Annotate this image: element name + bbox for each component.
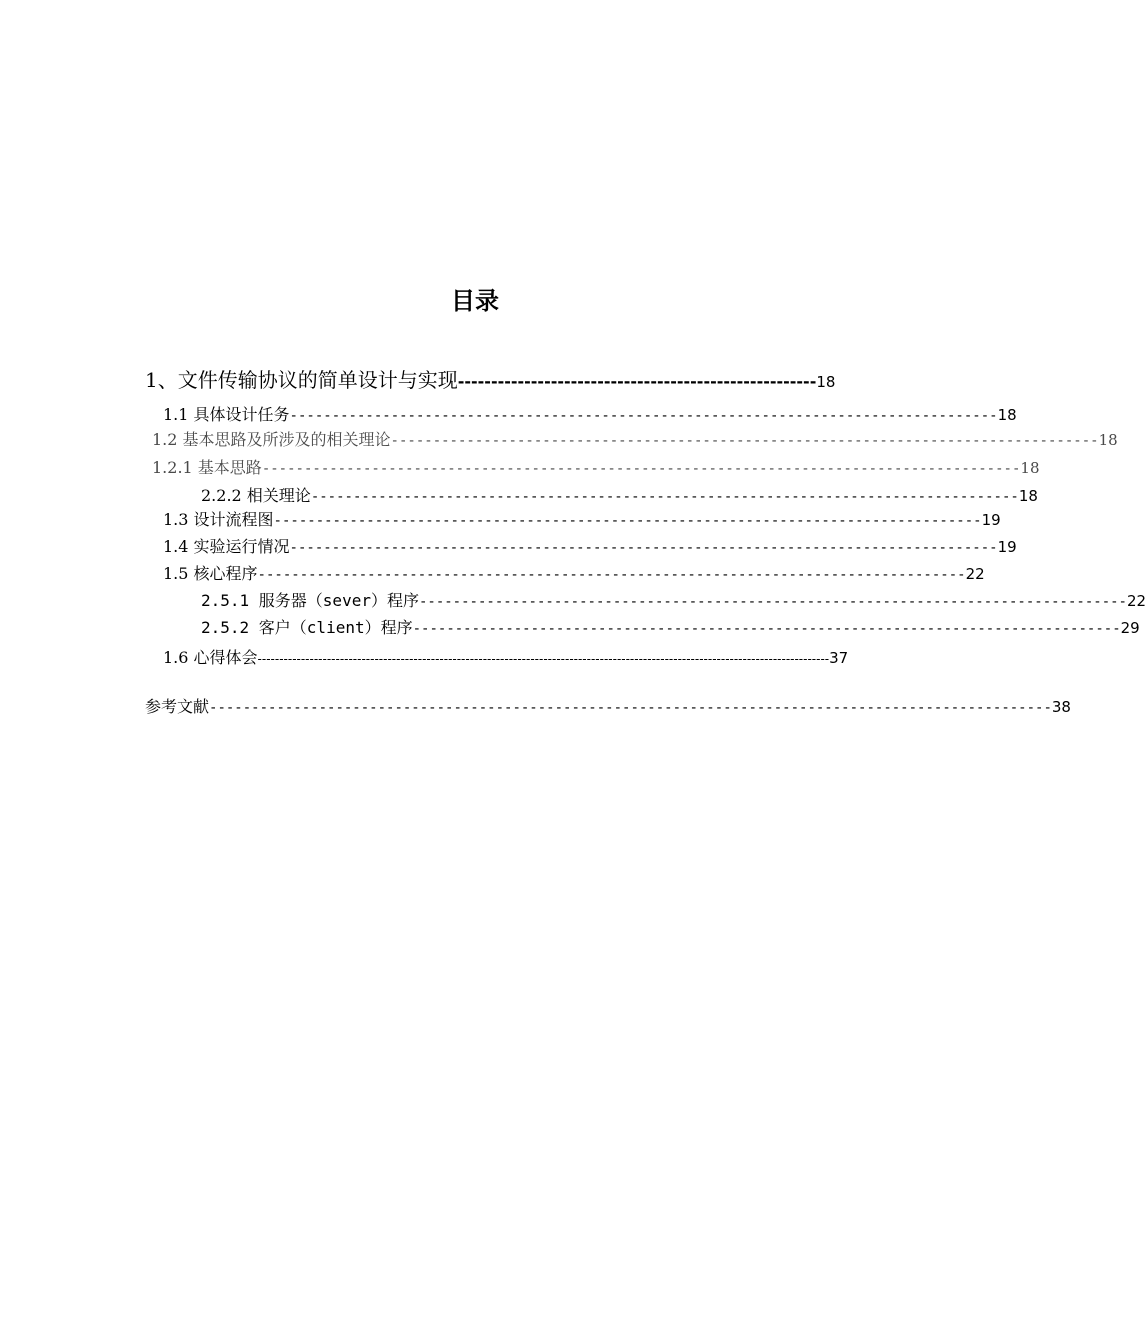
toc-leader: ------------------------------------------------------------------------------------ (257, 567, 966, 583)
toc-entry-label: 1.2.1 基本思路 (152, 458, 262, 477)
toc-leader: ------------------------------------------------------------------------------------ (289, 408, 998, 424)
toc-leader: ------------------------------------------------------------------------------------------------------------------------------------ (257, 652, 830, 666)
toc-entry-1-4[interactable] (163, 534, 1017, 557)
toc-entry-label: 1.3 设计流程图 (163, 510, 274, 529)
toc-entry-1-6[interactable] (163, 645, 849, 668)
toc-leader: ------------------------------------------------------------------------------------ (273, 513, 982, 529)
toc-page-number: 37 (829, 649, 849, 667)
toc-entry-1-2-1[interactable] (152, 455, 1040, 478)
toc-entry-label: 1.6 心得体会 (163, 648, 258, 667)
toc-entry-1-5[interactable] (163, 561, 985, 584)
toc-entry-label: 1.1 具体设计任务 (163, 405, 290, 424)
toc-leader: ------------------------------------------------------------------------------------ (310, 489, 1019, 505)
toc-page-number: 38 (1051, 698, 1071, 716)
toc-page-number: 19 (981, 511, 1001, 529)
toc-title: 目录 (451, 287, 499, 315)
toc-entry-label: 2.2.2 相关理论 (201, 486, 311, 505)
toc-entry-2-5-2[interactable] (201, 615, 1140, 638)
toc-page-number: 19 (997, 538, 1017, 556)
toc-entry-label: 1.4 实验运行情况 (163, 537, 290, 556)
toc-page-number: 18 (1020, 459, 1040, 477)
toc-leader: ------------------------------------------------------------------------------------------ (261, 461, 1021, 477)
toc-leader: ------------------------------------------------------------------------------------ (289, 540, 998, 556)
toc-page-number: 18 (1018, 487, 1038, 505)
toc-entry-label: 1.5 核心程序 (163, 564, 258, 583)
toc-page-number: 18 (816, 373, 836, 391)
toc-leader: ------------------------------------------------------------------------------------ (390, 433, 1099, 449)
toc-page-number: 29 (1120, 619, 1140, 637)
toc-leader: ------------------------------------------------------------------------------------ (418, 594, 1127, 610)
toc-entry-2-2-2[interactable] (201, 483, 1038, 506)
toc-entry-references[interactable] (145, 694, 1071, 717)
toc-entry-2-5-1[interactable] (201, 588, 1146, 611)
toc-leader: ------------------------------------------------------ (457, 372, 817, 391)
toc-entry-1-2[interactable] (152, 427, 1118, 450)
toc-leader: ------------------------------------------------------------------------------------ (412, 621, 1121, 637)
toc-entry-1-3[interactable] (163, 507, 1001, 530)
toc-page-number: 22 (965, 565, 985, 583)
toc-leader: ---------------------------------------------------------------------------------------------------- (209, 700, 1052, 716)
toc-entry-1-1[interactable] (163, 402, 1017, 425)
toc-page-number: 18 (1098, 431, 1118, 449)
toc-page-number: 22 (1126, 592, 1146, 610)
toc-entry-label: 1.2 基本思路及所涉及的相关理论 (152, 430, 391, 449)
toc-entry-label: 2.5.2 客户（client）程序 (201, 618, 413, 637)
toc-entry-1[interactable] (145, 364, 836, 393)
toc-entry-label: 2.5.1 服务器（sever）程序 (201, 591, 419, 610)
toc-entry-label: 1、文件传输协议的简单设计与实现 (145, 368, 458, 392)
toc-page-number: 18 (997, 406, 1017, 424)
toc-entry-label: 参考文献 (145, 697, 210, 716)
